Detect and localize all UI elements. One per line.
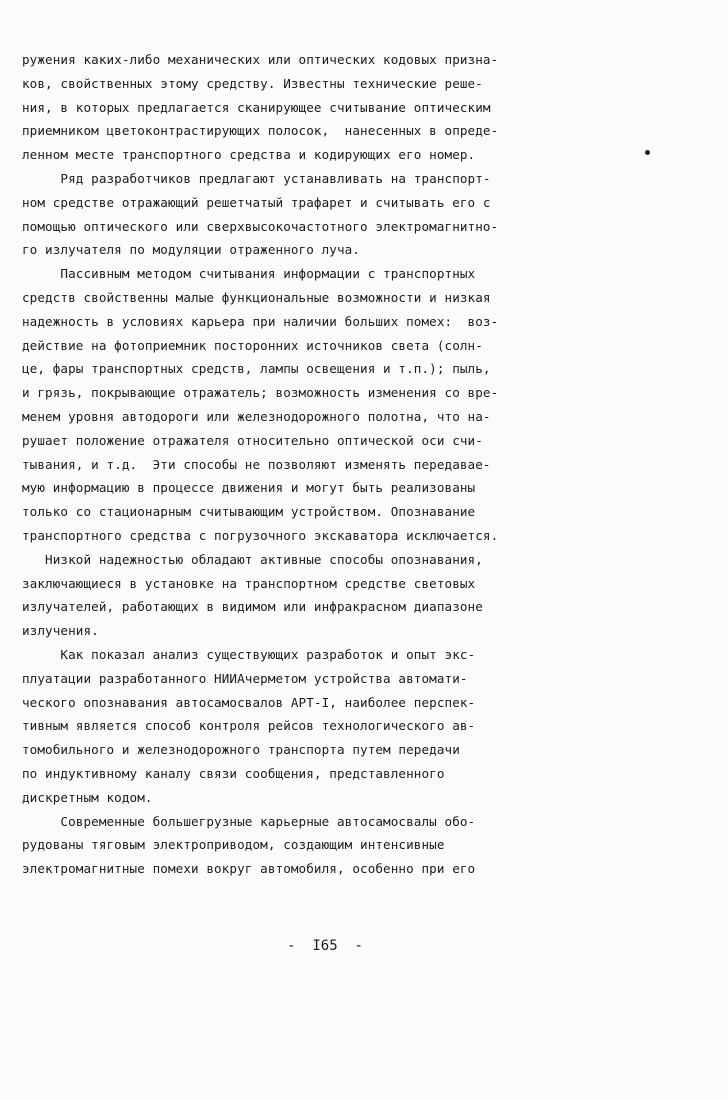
body-text [22,48,642,881]
text-line: помощью оптического или сверхвысокочастотного электромагнитно- [22,218,499,234]
text-line: томобильного и железнодорожного транспорта путем передачи [22,742,460,758]
text-line: ленном месте транспортного средства и кодирующих его номер. [22,147,476,163]
text-line: действие на фотоприемник посторонних источников света (солн- [22,337,483,353]
text-line: мую информацию в процессе движения и могут быть реализованы [22,480,476,496]
text-line: электромагнитные помехи вокруг автомобиля, особенно при его [22,861,476,877]
text-line: го излучателя по модуляции отраженного луча. [22,242,361,258]
text-line: рушает положение отражателя относительно оптической оси счи- [22,432,483,448]
text-line: це, фары транспортных средств, лампы освещения и т.п.); пыль, [22,361,491,377]
text-line: и грязь, покрывающие отражатель; возможность изменения со вре- [22,385,499,401]
text-line: средств свойственны малые функциональные возможности и низкая [22,289,491,305]
text-line: ков, свойственных этому средству. Известны технические реше- [22,75,483,91]
ink-speck [645,150,650,155]
text-line: плуатации разработанного НИИАчерметом устройства автомати- [22,670,468,686]
text-line: тывания, и т.д. Эти способы не позволяют изменять передавае- [22,456,491,472]
text-line: Как показал анализ существующих разработок и опыт экс- [22,646,476,662]
text-line: приемником цветоконтрастирующих полосок, нанесенных в опреде- [22,123,499,139]
text-line: излучения. [22,623,99,639]
text-line: излучателей, работающих в видимом или инфракрасном диапазоне [22,599,483,615]
text-line: только со стационарным считывающим устройством. Опознавание [22,504,476,520]
text-line: дискретным кодом. [22,789,153,805]
text-line: заключающиеся в установке на транспортном средстве световых [22,575,476,591]
text-line: транспортного средства с погрузочного экскаватора исключается. [22,527,499,543]
text-line: Современные большегрузные карьерные автосамосвалы обо- [22,813,476,829]
text-line: Ряд разработчиков предлагают устанавливать на транспорт- [22,170,491,186]
text-line: ческого опознавания автосамосвалов АРТ-I, наиболее перспек- [22,694,476,710]
page-number: - I65 - [287,938,363,954]
text-line: ружения каких-либо механических или оптических кодовых призна- [22,52,499,67]
text-line: менем уровня автодороги или железнодорожного полотна, что на- [22,408,491,424]
text-line: ния, в которых предлагается сканирующее считывание оптическим [22,99,491,115]
text-line: надежность в условиях карьера при наличии больших помех: воз- [22,313,499,329]
text-line: по индуктивному каналу связи сообщения, представленного [22,765,445,781]
text-line: Низкой надежностью обладают активные способы опознавания, [22,551,483,567]
text-line: ном средстве отражающий решетчатый трафарет и считывать его с [22,194,491,210]
text-line: Пассивным методом считывания информации с транспортных [22,266,476,282]
text-line: рудованы тяговым электроприводом, создающим интенсивные [22,837,445,853]
text-line: тивным является способ контроля рейсов технологического ав- [22,718,476,734]
